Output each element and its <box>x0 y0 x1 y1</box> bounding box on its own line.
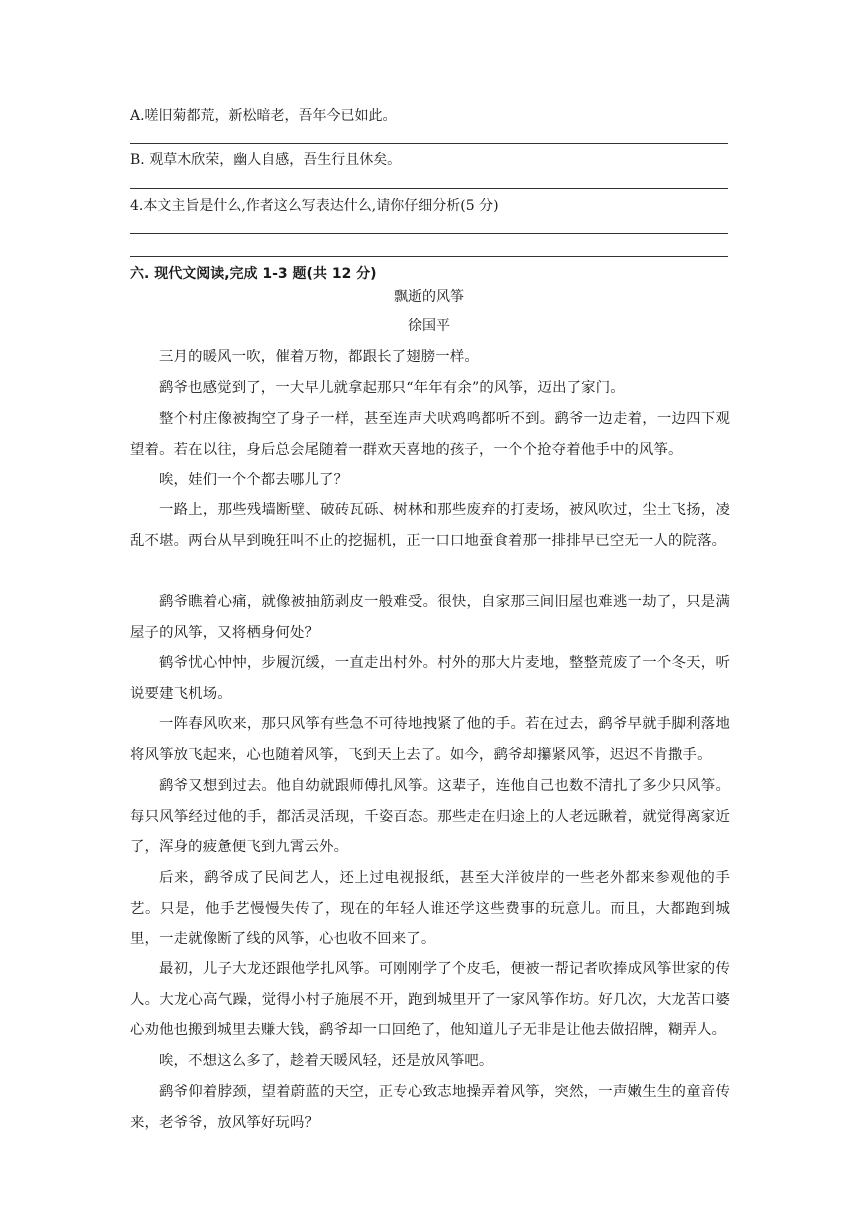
paragraph: 鹞爷又想到过去。他自幼就跟师傅扎风筝。这辈子，连他自己也数不清扎了多少只风筝。每只风筝经过他的手，都活灵活现，千姿百态。那些走在归途上的人老远瞅着，就觉得离家近了，浑身的疲惫便飞到九霄云外。 <box>130 778 730 856</box>
article-author: 徐国平 <box>408 318 450 334</box>
paragraph: 一阵春风吹来，那只风筝有些急不可待地拽紧了他的手。若在过去，鹞爷早就手脚利落地将风筝放飞起来，心也随着风筝，飞到天上去了。如今，鹞爷却攥紧风筝，迟迟不肯撒手。 <box>130 716 730 763</box>
answer-line <box>130 143 728 144</box>
answer-line <box>130 233 728 234</box>
paragraph: 最初，儿子大龙还跟他学扎风筝。可刚刚学了个皮毛，便被一帮记者吹捧成风筝世家的传人。大龙心高气躁，觉得小村子施展不开，跑到城里开了一家风筝作坊。好几次，大龙苦口婆心劝他也搬到城里去赚大钱，鹞爷却一口回绝了，他知道儿子无非是让他去做招牌，糊弄人。 <box>130 961 730 1039</box>
answer-line <box>130 188 728 189</box>
paragraph: 唉，不想这么多了，趁着天暖风轻，还是放风筝吧。 <box>159 1053 494 1069</box>
option-b: B. 观草木欣荣，幽人自感，吾生行且休矣。 <box>130 152 402 168</box>
paragraph: 唉，娃们一个个都去哪儿了？ <box>159 472 349 488</box>
paragraph: 鹞爷瞧着心痛，就像被抽筋剥皮一般难受。很快，自家那三间旧屋也难逃一劫了，只是满屋子的风筝，又将栖身何处？ <box>130 594 730 641</box>
paragraph: 整个村庄像被掏空了身子一样，甚至连声犬吠鸡鸣都听不到。鹞爷一边走着，一边四下观望着。若在以往，身后总会尾随着一群欢天喜地的孩子，一个个抢夺着他手中的风筝。 <box>130 411 730 458</box>
question-4: 4.本文主旨是什么,作者这么写表达什么,请你仔细分析(5 分) <box>130 198 499 214</box>
paragraph: 后来，鹞爷成了民间艺人，还上过电视报纸，甚至大洋彼岸的一些老外都来参观他的手艺。只是，他手艺慢慢失传了，现在的年轻人谁还学这些费事的玩意儿。而且，大都跑到城里，一走就像断了线的风筝，心也收不回来了。 <box>130 870 730 948</box>
paragraph: 鹞爷仰着脖颈，望着蔚蓝的天空，正专心致志地操弄着风筝，突然，一声嫩生生的童音传来，老爷爷，放风筝好玩吗？ <box>130 1084 730 1131</box>
option-a: A.嗟旧菊都荒，新松暗老，吾年今已如此。 <box>130 108 397 124</box>
section-heading: 六. 现代文阅读,完成 1-3 题(共 12 分) <box>130 266 377 282</box>
article-title: 飘逝的风筝 <box>394 289 464 305</box>
paragraph: 鹞爷也感觉到了，一大早儿就拿起那只“年年有余”的风筝，迈出了家门。 <box>159 380 625 396</box>
paragraph: 三月的暖风一吹，催着万物，都跟长了翅膀一样。 <box>159 349 479 365</box>
answer-line <box>130 256 728 257</box>
paragraph: 鹤爷忧心忡忡，步履沉缓，一直走出村外。村外的那大片麦地，整整荒废了一个冬天，听说要建飞机场。 <box>130 655 730 702</box>
paragraph: 一路上，那些残墙断壁、破砖瓦砾、树林和那些废弃的打麦场，被风吹过，尘土飞扬，凌乱不堪。两台从早到晚狂叫不止的挖掘机，正一口口地蚕食着那一排排早已空无一人的院落。 <box>130 502 730 549</box>
